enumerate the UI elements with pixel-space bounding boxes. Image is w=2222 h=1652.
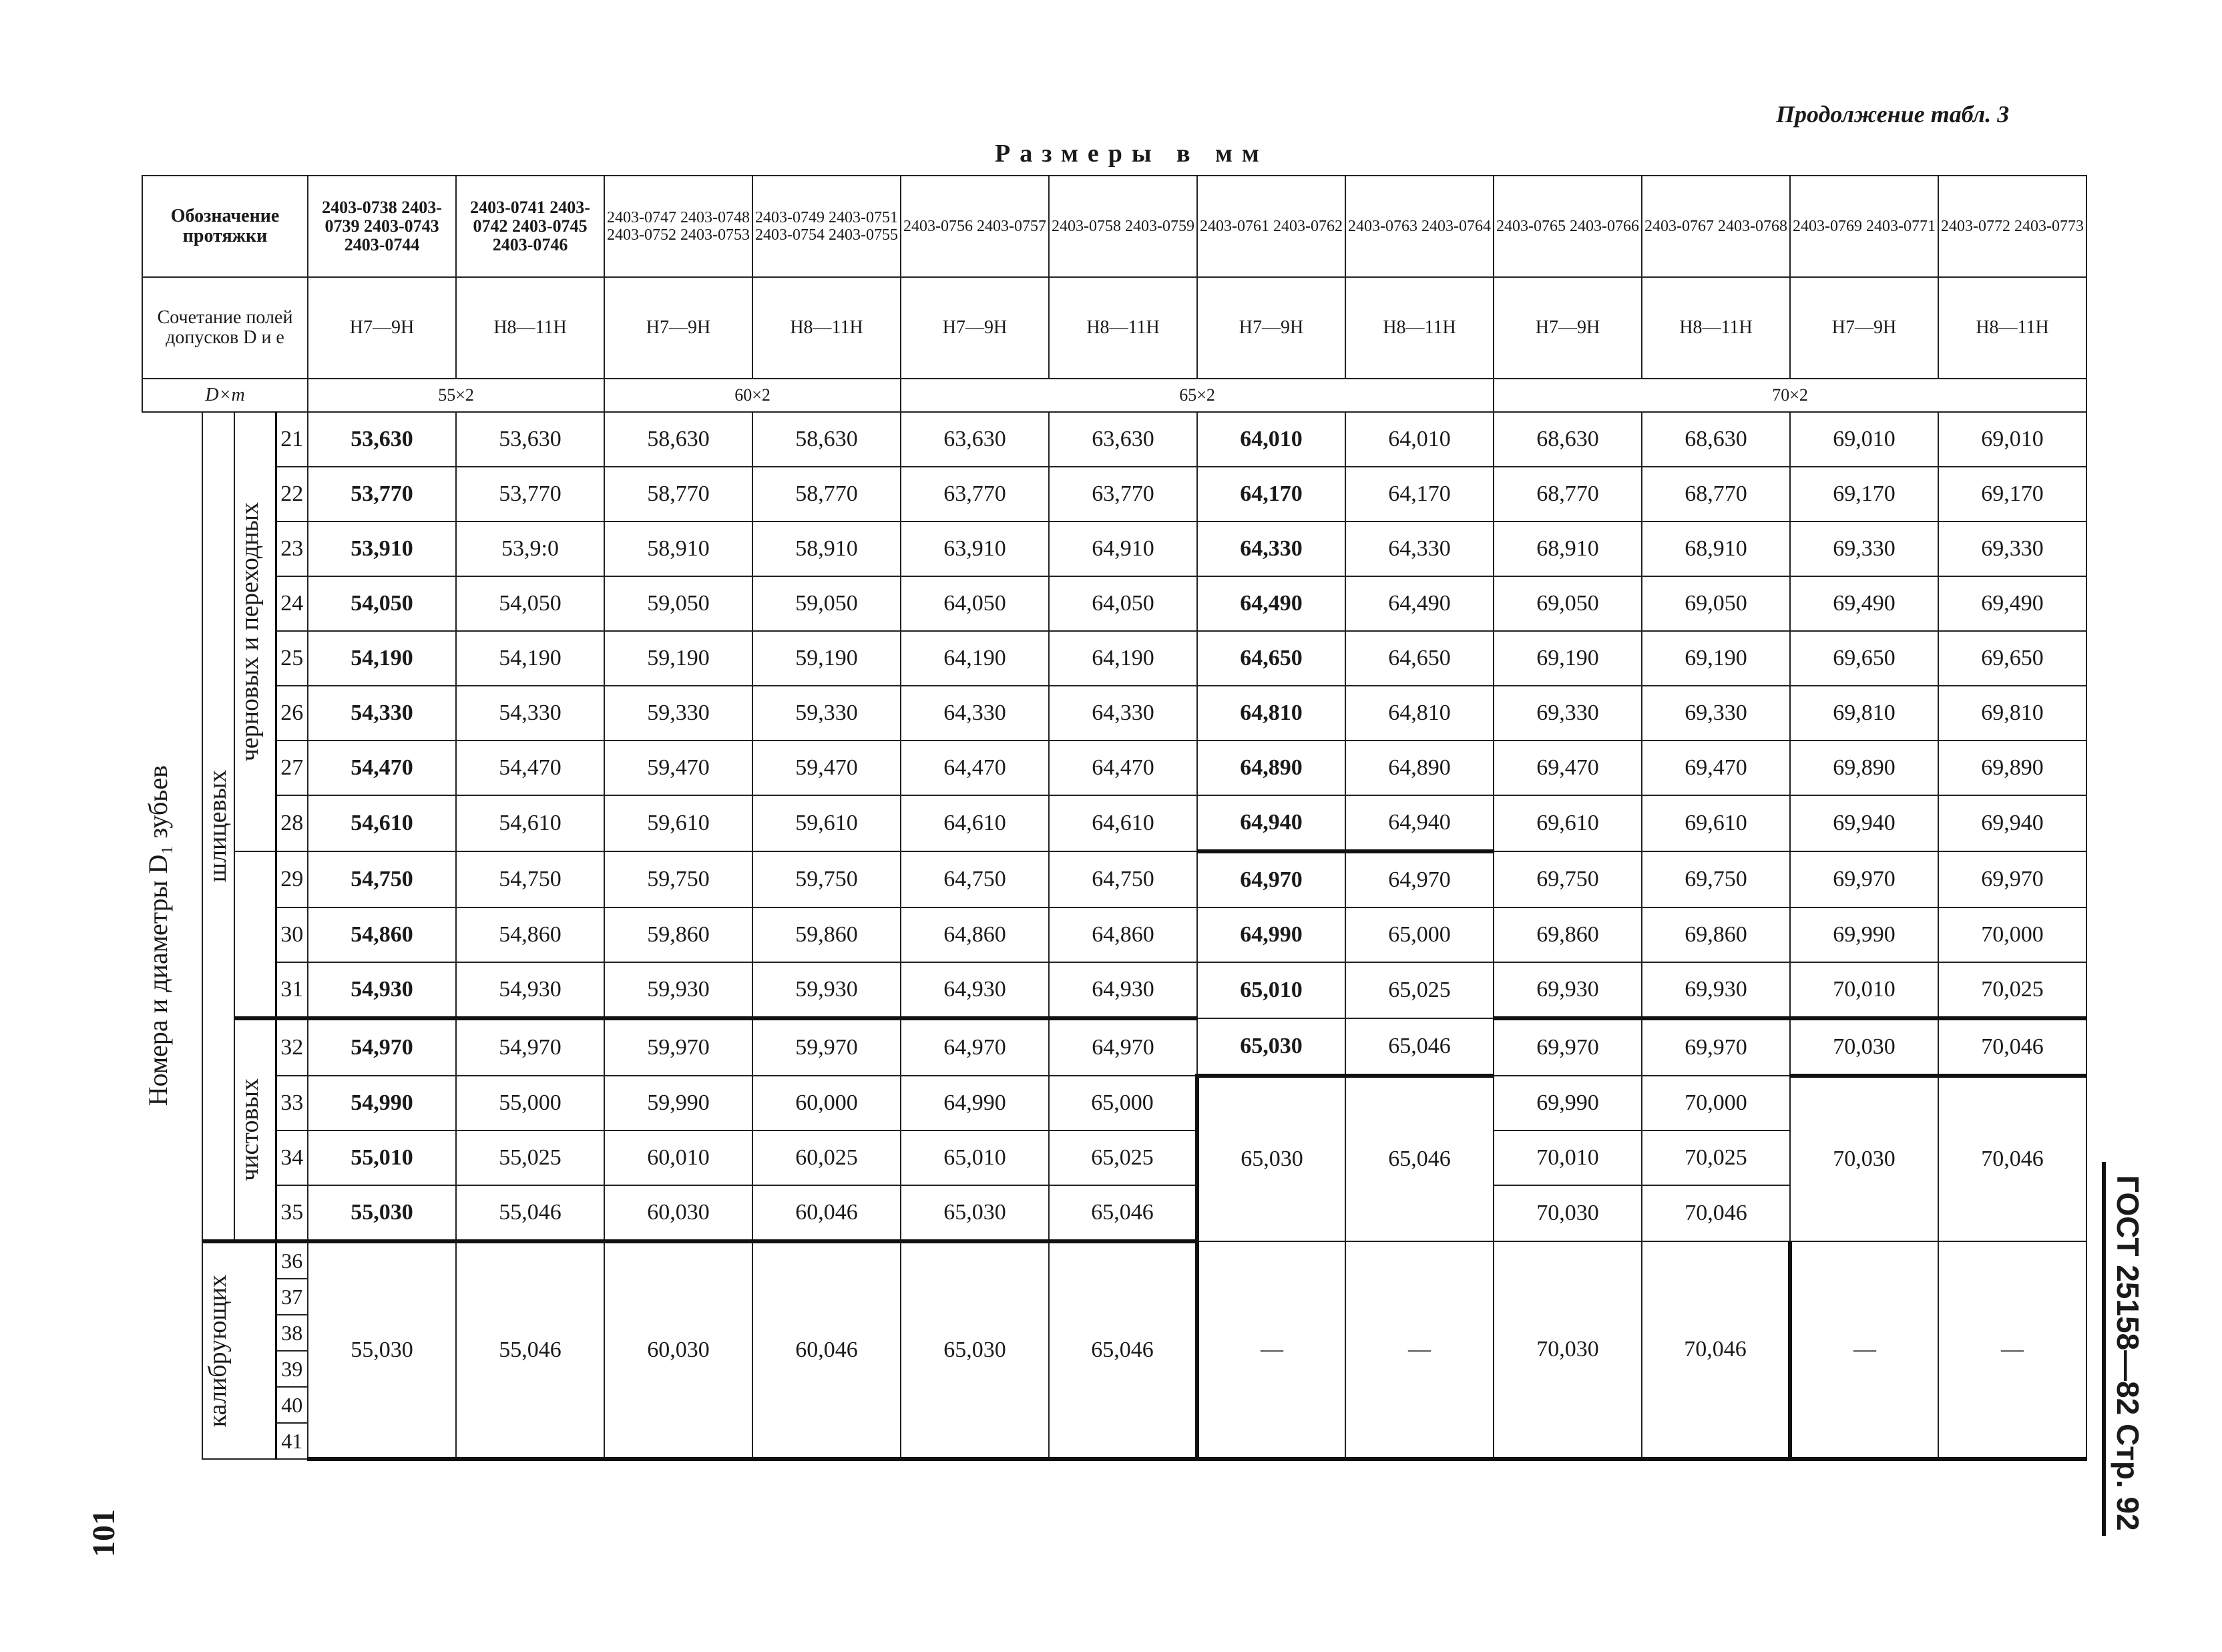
diameter-value: 59,930	[752, 962, 901, 1018]
diameter-value: 69,750	[1642, 851, 1790, 907]
diameter-value: 54,050	[308, 576, 456, 631]
diameter-value: 60,046	[752, 1185, 901, 1241]
diameter-value: 70,000	[1938, 907, 2086, 962]
diameter-value: 64,050	[1049, 576, 1197, 631]
group-rough-text: черновых и переходных	[236, 501, 264, 762]
table-row	[142, 795, 2086, 851]
diameter-value: 69,010	[1938, 412, 2086, 467]
diameter-value: 54,860	[456, 907, 604, 962]
diameter-value: 69,750	[1494, 851, 1642, 907]
diameter-value: 70,025	[1938, 962, 2086, 1018]
table-row	[142, 1018, 2086, 1076]
diameter-value: 60,010	[604, 1130, 752, 1185]
diameter-value: 53,770	[456, 467, 604, 522]
calib-value-cell: —	[1197, 1241, 1345, 1459]
diameter-value: 59,860	[752, 907, 901, 962]
diameter-value: 55,030	[308, 1185, 456, 1241]
diameter-value: 64,970	[901, 1018, 1049, 1076]
dxm-cell: 65×2	[901, 379, 1494, 412]
diameter-value: 58,630	[752, 412, 901, 467]
table-row	[142, 467, 2086, 522]
tolerance-cell: H7—9H	[1197, 277, 1345, 379]
diameter-value: 64,650	[1345, 631, 1494, 686]
diameter-value: 53,630	[308, 412, 456, 467]
merged-value-cell: 65,046	[1345, 1076, 1494, 1241]
diameter-value: 59,990	[604, 1076, 752, 1130]
diameter-value: 59,330	[752, 686, 901, 741]
diameter-value: 53,9:0	[456, 522, 604, 576]
diameter-value: 65,025	[1345, 962, 1494, 1018]
tooth-number: 32	[276, 1018, 308, 1076]
units-caption: Размеры в мм	[995, 140, 1269, 168]
diameter-value: 65,000	[1345, 907, 1494, 962]
table-row	[142, 962, 2086, 1018]
diameter-value: 53,630	[456, 412, 604, 467]
diameter-value: 53,770	[308, 467, 456, 522]
tooth-number: 23	[276, 522, 308, 576]
group-rough-cont	[234, 851, 276, 1018]
diameter-value: 60,025	[752, 1130, 901, 1185]
diameter-value: 54,750	[456, 851, 604, 907]
diameter-value: 69,470	[1494, 741, 1642, 795]
table-row	[142, 851, 2086, 907]
tooth-number: 36	[276, 1241, 308, 1279]
tooth-number: 30	[276, 907, 308, 962]
dxm-cell: 55×2	[308, 379, 604, 412]
diameter-value: 54,970	[456, 1018, 604, 1076]
diameter-value: 59,470	[752, 741, 901, 795]
designation-header: 2403-0765 2403-0766	[1494, 176, 1642, 277]
diameter-value: 70,030	[1790, 1018, 1938, 1076]
diameter-value: 64,930	[1049, 962, 1197, 1018]
diameter-value: 70,000	[1642, 1076, 1790, 1130]
diameter-value: 70,010	[1494, 1130, 1642, 1185]
diameter-value: 59,860	[604, 907, 752, 962]
diameter-value: 64,860	[1049, 907, 1197, 962]
gost-page-label: ГОСТ 25158—82 Стр. 92	[2110, 1175, 2145, 1531]
diameter-value: 68,910	[1494, 522, 1642, 576]
tolerance-cell: H7—9H	[308, 277, 456, 379]
diameter-value: 64,470	[1049, 741, 1197, 795]
diameter-value: 70,025	[1642, 1130, 1790, 1185]
diameter-value: 58,910	[752, 522, 901, 576]
diameter-value: 54,470	[456, 741, 604, 795]
diameter-value: 55,025	[456, 1130, 604, 1185]
tolerance-cell: H7—9H	[604, 277, 752, 379]
diameter-value: 64,750	[901, 851, 1049, 907]
page-number: 101	[86, 1509, 122, 1557]
diameter-value: 70,046	[1938, 1018, 2086, 1076]
diameter-value: 64,810	[1197, 686, 1345, 741]
diameter-value: 55,010	[308, 1130, 456, 1185]
calib-value-cell: —	[1790, 1241, 1938, 1459]
diameter-value: 53,910	[308, 522, 456, 576]
designation-label: Обозначение протяжки	[142, 176, 308, 277]
diameter-value: 69,610	[1642, 795, 1790, 851]
diameter-value: 64,190	[901, 631, 1049, 686]
diameter-value: 69,970	[1494, 1018, 1642, 1076]
table-row	[142, 907, 2086, 962]
diameter-value: 54,610	[308, 795, 456, 851]
designation-header: 2403-0763 2403-0764	[1345, 176, 1494, 277]
diameter-value: 65,010	[901, 1130, 1049, 1185]
tooth-number: 29	[276, 851, 308, 907]
calib-value-cell: —	[1938, 1241, 2086, 1459]
diameter-value: 65,010	[1197, 962, 1345, 1018]
diameter-value: 54,990	[308, 1076, 456, 1130]
diameter-value: 64,490	[1197, 576, 1345, 631]
diameter-value: 59,970	[752, 1018, 901, 1076]
diameter-value: 59,190	[604, 631, 752, 686]
diameter-value: 59,610	[604, 795, 752, 851]
designation-header: 2403-0761 2403-0762	[1197, 176, 1345, 277]
diameter-value: 69,190	[1642, 631, 1790, 686]
calib-value-cell: 70,046	[1642, 1241, 1790, 1459]
group-calib-text: калибрующих	[204, 1274, 232, 1428]
merged-value-cell: 70,046	[1938, 1076, 2086, 1241]
tooth-number: 22	[276, 467, 308, 522]
diameter-value: 64,610	[1049, 795, 1197, 851]
diameter-value: 69,170	[1790, 467, 1938, 522]
designation-header: 2403-0769 2403-0771	[1790, 176, 1938, 277]
table-row	[142, 412, 2086, 467]
diameter-value: 69,860	[1642, 907, 1790, 962]
tooth-number: 21	[276, 412, 308, 467]
tooth-number: 26	[276, 686, 308, 741]
diameter-value: 68,630	[1494, 412, 1642, 467]
diameter-value: 64,940	[1197, 795, 1345, 851]
diameter-value: 65,046	[1345, 1018, 1494, 1076]
group-finish-text: чистовых	[236, 1078, 264, 1181]
designation-header: 2403-0772 2403-0773	[1938, 176, 2086, 277]
tooth-number: 40	[276, 1387, 308, 1423]
diameter-value: 69,050	[1642, 576, 1790, 631]
merged-value-cell: 65,030	[1197, 1076, 1345, 1241]
broach-dimensions-table	[142, 175, 2087, 1461]
dxm-cell: 60×2	[604, 379, 901, 412]
diameter-value: 69,970	[1938, 851, 2086, 907]
diameter-value: 64,490	[1345, 576, 1494, 631]
diameter-value: 58,630	[604, 412, 752, 467]
dxm-cell: 70×2	[1494, 379, 2086, 412]
side-spline-label	[202, 412, 234, 1241]
diameter-value: 69,810	[1938, 686, 2086, 741]
tooth-number: 41	[276, 1423, 308, 1459]
diameter-value: 59,970	[604, 1018, 752, 1076]
diameter-value: 64,330	[1197, 522, 1345, 576]
diameter-value: 64,970	[1197, 851, 1345, 907]
table-row	[142, 741, 2086, 795]
diameter-value: 69,970	[1642, 1018, 1790, 1076]
gost-divider	[2102, 1162, 2106, 1536]
tolerance-label: Сочетание полей допусков D и e	[142, 277, 308, 379]
diameter-value: 54,930	[308, 962, 456, 1018]
diameter-value: 68,770	[1642, 467, 1790, 522]
diameter-value: 54,750	[308, 851, 456, 907]
tolerance-row	[142, 277, 2086, 379]
calib-value-cell: 65,030	[901, 1241, 1049, 1459]
diameter-value: 69,330	[1938, 522, 2086, 576]
diameter-value: 64,890	[1197, 741, 1345, 795]
calib-value-cell: 60,046	[752, 1241, 901, 1459]
tooth-number: 25	[276, 631, 308, 686]
diameter-value: 69,010	[1790, 412, 1938, 467]
diameter-value: 70,046	[1642, 1185, 1790, 1241]
diameter-value: 64,190	[1049, 631, 1197, 686]
diameter-value: 59,610	[752, 795, 901, 851]
diameter-value: 59,190	[752, 631, 901, 686]
tooth-number: 33	[276, 1076, 308, 1130]
tooth-number: 28	[276, 795, 308, 851]
diameter-value: 63,770	[1049, 467, 1197, 522]
diameter-value: 65,000	[1049, 1076, 1197, 1130]
diameter-value: 69,330	[1642, 686, 1790, 741]
table-row	[142, 631, 2086, 686]
table-row	[142, 1241, 2086, 1279]
diameter-value: 69,970	[1790, 851, 1938, 907]
diameter-value: 64,010	[1197, 412, 1345, 467]
diameter-value: 59,050	[604, 576, 752, 631]
diameter-value: 68,770	[1494, 467, 1642, 522]
group-finish-label	[234, 1018, 276, 1241]
tooth-number: 37	[276, 1279, 308, 1315]
tolerance-cell: H7—9H	[1790, 277, 1938, 379]
diameter-value: 54,970	[308, 1018, 456, 1076]
diameter-value: 69,490	[1790, 576, 1938, 631]
diameter-value: 64,930	[901, 962, 1049, 1018]
diameter-value: 58,770	[604, 467, 752, 522]
diameter-value: 64,910	[1049, 522, 1197, 576]
designation-header: 2403-0749 2403-0751 2403-0754 2403-0755	[752, 176, 901, 277]
diameter-value: 65,030	[901, 1185, 1049, 1241]
diameter-value: 54,860	[308, 907, 456, 962]
diameter-value: 60,030	[604, 1185, 752, 1241]
calib-value-cell: 55,046	[456, 1241, 604, 1459]
diameter-value: 54,330	[456, 686, 604, 741]
table-row	[142, 522, 2086, 576]
diameter-value: 54,190	[308, 631, 456, 686]
diameter-value: 63,770	[901, 467, 1049, 522]
tooth-number: 39	[276, 1351, 308, 1387]
diameter-value: 54,610	[456, 795, 604, 851]
table-row	[142, 576, 2086, 631]
diameter-value: 69,890	[1938, 741, 2086, 795]
diameter-value: 60,000	[752, 1076, 901, 1130]
diameter-value: 59,750	[604, 851, 752, 907]
diameter-value: 59,470	[604, 741, 752, 795]
side-main-label	[142, 412, 202, 1459]
diameter-value: 69,890	[1790, 741, 1938, 795]
diameter-value: 63,630	[901, 412, 1049, 467]
diameter-value: 69,930	[1642, 962, 1790, 1018]
tooth-number: 31	[276, 962, 308, 1018]
table-row	[142, 686, 2086, 741]
diameter-value: 63,630	[1049, 412, 1197, 467]
diameter-value: 59,930	[604, 962, 752, 1018]
diameter-value: 64,010	[1345, 412, 1494, 467]
tolerance-cell: H8—11H	[1345, 277, 1494, 379]
diameter-value: 64,610	[901, 795, 1049, 851]
calib-value-cell: 70,030	[1494, 1241, 1642, 1459]
tooth-number: 27	[276, 741, 308, 795]
diameter-value: 55,046	[456, 1185, 604, 1241]
diameter-value: 69,650	[1938, 631, 2086, 686]
tolerance-cell: H8—11H	[752, 277, 901, 379]
diameter-value: 69,990	[1790, 907, 1938, 962]
diameter-value: 63,910	[901, 522, 1049, 576]
group-rough-label	[234, 412, 276, 851]
diameter-value: 64,170	[1345, 467, 1494, 522]
designation-header: 2403-0756 2403-0757	[901, 176, 1049, 277]
designation-header: 2403-0758 2403-0759	[1049, 176, 1197, 277]
diameter-value: 54,190	[456, 631, 604, 686]
group-calib-label	[202, 1241, 276, 1459]
diameter-value: 69,990	[1494, 1076, 1642, 1130]
diameter-value: 70,010	[1790, 962, 1938, 1018]
tolerance-cell: H8—11H	[1049, 277, 1197, 379]
diameter-value: 69,190	[1494, 631, 1642, 686]
diameter-value: 69,940	[1938, 795, 2086, 851]
tolerance-cell: H7—9H	[901, 277, 1049, 379]
merged-value-cell: 70,030	[1790, 1076, 1938, 1241]
tolerance-cell: H7—9H	[1494, 277, 1642, 379]
tooth-number: 34	[276, 1130, 308, 1185]
diameter-value: 54,470	[308, 741, 456, 795]
tolerance-cell: H8—11H	[456, 277, 604, 379]
continuation-caption: Продолжение табл. 3	[1776, 101, 2010, 128]
diameter-value: 64,470	[901, 741, 1049, 795]
diameter-value: 64,990	[1197, 907, 1345, 962]
designation-header: 2403-0767 2403-0768	[1642, 176, 1790, 277]
diameter-value: 69,470	[1642, 741, 1790, 795]
diameter-value: 64,890	[1345, 741, 1494, 795]
calib-value-cell: 60,030	[604, 1241, 752, 1459]
side-spline-text: шлицевых	[204, 769, 232, 883]
tooth-number: 24	[276, 576, 308, 631]
diameter-value: 69,930	[1494, 962, 1642, 1018]
diameter-value: 65,030	[1197, 1018, 1345, 1076]
tolerance-cell: H8—11H	[1938, 277, 2086, 379]
calib-value-cell: 55,030	[308, 1241, 456, 1459]
table-row	[142, 1076, 2086, 1130]
calib-value-cell: —	[1345, 1241, 1494, 1459]
diameter-value: 69,610	[1494, 795, 1642, 851]
diameter-value: 54,930	[456, 962, 604, 1018]
diameter-value: 58,910	[604, 522, 752, 576]
diameter-value: 64,750	[1049, 851, 1197, 907]
dxm-label: D×m	[142, 379, 308, 412]
diameter-value: 64,050	[901, 576, 1049, 631]
diameter-value: 69,650	[1790, 631, 1938, 686]
diameter-value: 64,990	[901, 1076, 1049, 1130]
diameter-value: 59,050	[752, 576, 901, 631]
tooth-number: 35	[276, 1185, 308, 1241]
diameter-value: 69,330	[1494, 686, 1642, 741]
side-main-text: Номера и диаметры D₁ зубьев	[143, 765, 173, 1106]
dxm-row	[142, 379, 2086, 412]
diameter-value: 64,650	[1197, 631, 1345, 686]
diameter-value: 64,170	[1197, 467, 1345, 522]
designation-row	[142, 176, 2086, 277]
diameter-value: 69,330	[1790, 522, 1938, 576]
tolerance-cell: H8—11H	[1642, 277, 1790, 379]
diameter-value: 68,910	[1642, 522, 1790, 576]
diameter-value: 64,970	[1345, 851, 1494, 907]
diameter-value: 54,330	[308, 686, 456, 741]
diameter-value: 55,000	[456, 1076, 604, 1130]
diameter-value: 64,970	[1049, 1018, 1197, 1076]
diameter-value: 69,490	[1938, 576, 2086, 631]
diameter-value: 65,046	[1049, 1185, 1197, 1241]
diameter-value: 64,330	[1345, 522, 1494, 576]
diameter-value: 65,025	[1049, 1130, 1197, 1185]
diameter-value: 59,330	[604, 686, 752, 741]
diameter-value: 69,940	[1790, 795, 1938, 851]
designation-header: 2403-0747 2403-0748 2403-0752 2403-0753	[604, 176, 752, 277]
diameter-value: 64,860	[901, 907, 1049, 962]
tooth-number: 38	[276, 1315, 308, 1351]
diameter-value: 69,170	[1938, 467, 2086, 522]
designation-header: 2403-0738 2403-0739 2403-0743 2403-0744	[308, 176, 456, 277]
diameter-value: 64,330	[1049, 686, 1197, 741]
diameter-value: 54,050	[456, 576, 604, 631]
diameter-value: 64,810	[1345, 686, 1494, 741]
diameter-value: 70,030	[1494, 1185, 1642, 1241]
diameter-value: 69,860	[1494, 907, 1642, 962]
diameter-value: 64,330	[901, 686, 1049, 741]
diameter-value: 59,750	[752, 851, 901, 907]
diameter-value: 69,050	[1494, 576, 1642, 631]
diameter-value: 58,770	[752, 467, 901, 522]
diameter-value: 64,940	[1345, 795, 1494, 851]
diameter-value: 69,810	[1790, 686, 1938, 741]
calib-value-cell: 65,046	[1049, 1241, 1197, 1459]
diameter-value: 68,630	[1642, 412, 1790, 467]
designation-header: 2403-0741 2403-0742 2403-0745 2403-0746	[456, 176, 604, 277]
